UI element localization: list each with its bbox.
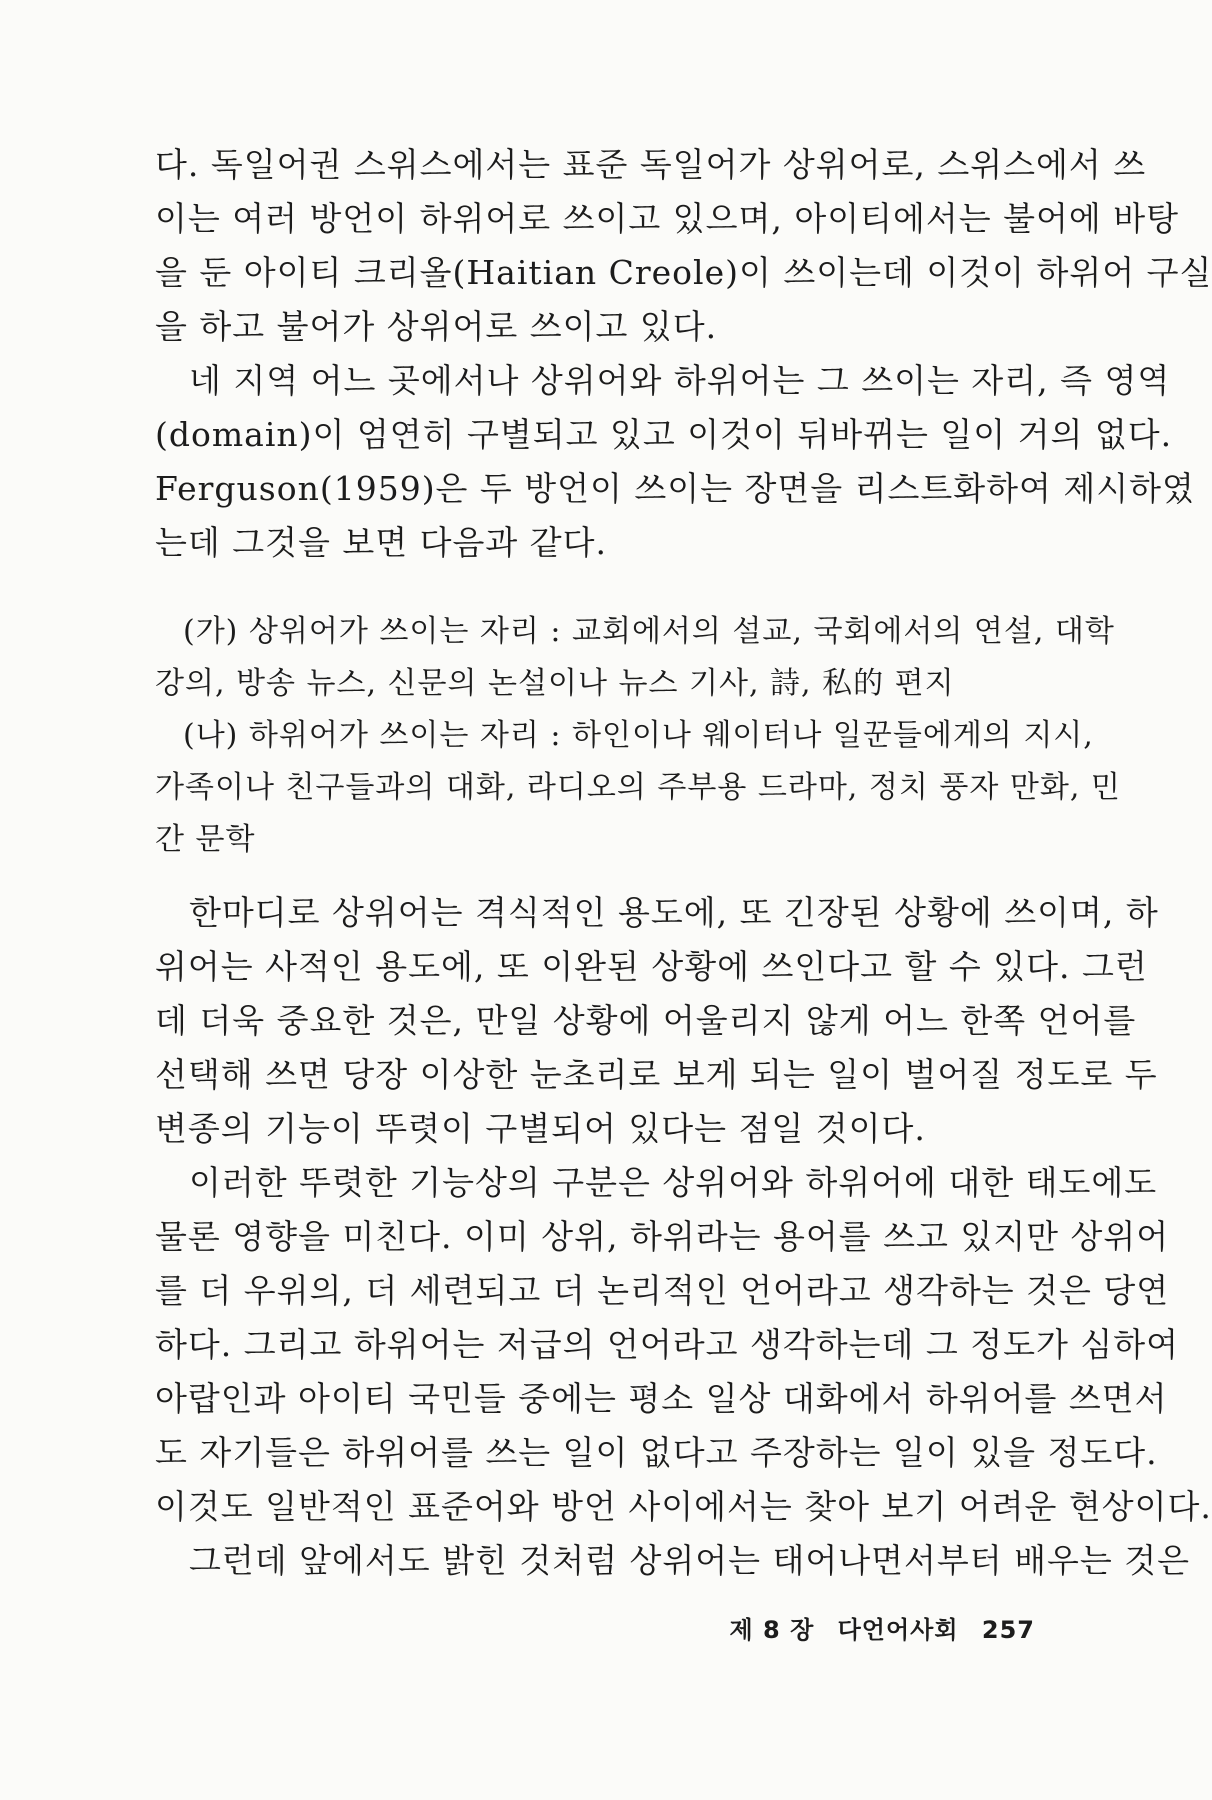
text-line: 이러한 뚜렷한 기능상의 구분은 상위어와 하위어에 대한 태도에도 <box>189 1163 1158 1202</box>
text-line: 선택해 쓰면 당장 이상한 눈초리로 보게 되는 일이 벌어질 정도로 두 <box>155 1055 1158 1094</box>
body-text-bottom <box>155 886 1212 1588</box>
quoted-list <box>155 606 1121 866</box>
text-line: 는데 그것을 보면 다음과 같다. <box>155 523 607 562</box>
text-line: 도 자기들은 하위어를 쓰는 일이 없다고 주장하는 일이 있을 정도다. <box>155 1433 1158 1472</box>
text-line: 을 하고 불어가 상위어로 쓰이고 있다. <box>155 307 718 346</box>
text-line: 네 지역 어느 곳에서나 상위어와 하위어는 그 쓰이는 자리, 즉 영역 <box>189 361 1171 400</box>
chapter-label: 제 8 장 <box>729 1616 815 1644</box>
chapter-title: 다언어사회 <box>837 1616 959 1644</box>
list-item-ga: (가) 상위어가 쓰이는 자리 : 교회에서의 설교, 국회에서의 연설, 대학 <box>183 614 1115 649</box>
list-item-na: (나) 하위어가 쓰이는 자리 : 하인이나 웨이터나 일꾼들에게의 지시, <box>183 718 1094 753</box>
list-item-na-cont: 간 문학 <box>155 822 256 857</box>
text-line: 물론 영향을 미친다. 이미 상위, 하위라는 용어를 쓰고 있지만 상위어 <box>155 1217 1170 1256</box>
text-line: Ferguson(1959)은 두 방언이 쓰이는 장면을 리스트화하여 제시하였 <box>155 469 1195 508</box>
text-line: 데 더욱 중요한 것은, 만일 상황에 어울리지 않게 어느 한쪽 언어를 <box>155 1001 1137 1040</box>
text-line: 다. 독일어권 스위스에서는 표준 독일어가 상위어로, 스위스에서 쓰 <box>155 145 1147 184</box>
text-line: 하다. 그리고 하위어는 저급의 언어라고 생각하는데 그 정도가 심하여 <box>155 1325 1179 1364</box>
page-footer <box>729 1610 1035 1645</box>
page-number: 257 <box>981 1616 1035 1644</box>
text-line: 아랍인과 아이티 국민들 중에는 평소 일상 대화에서 하위어를 쓰면서 <box>155 1379 1168 1418</box>
text-line: 한마디로 상위어는 격식적인 용도에, 또 긴장된 상황에 쓰이며, 하 <box>189 893 1159 932</box>
text-line: 를 더 우위의, 더 세련되고 더 논리적인 언어라고 생각하는 것은 당연 <box>155 1271 1170 1310</box>
text-line: 을 둔 아이티 크리올(Haitian Creole)이 쓰이는데 이것이 하위어 구실 <box>155 253 1212 292</box>
list-item-na-cont: 가족이나 친구들과의 대화, 라디오의 주부용 드라마, 정치 풍자 만화, 민 <box>155 770 1121 805</box>
body-text-top <box>155 138 1212 570</box>
text-line: 변종의 기능이 뚜렷이 구별되어 있다는 점일 것이다. <box>155 1109 926 1148</box>
text-line: (domain)이 엄연히 구별되고 있고 이것이 뒤바뀌는 일이 거의 없다. <box>155 415 1173 454</box>
text-line: 이는 여러 방언이 하위어로 쓰이고 있으며, 아이티에서는 불어에 바탕 <box>155 199 1179 238</box>
text-line: 이것도 일반적인 표준어와 방언 사이에서는 찾아 보기 어려운 현상이다. <box>155 1487 1212 1526</box>
text-line: 그런데 앞에서도 밝힌 것처럼 상위어는 태어나면서부터 배우는 것은 <box>189 1541 1191 1580</box>
text-line: 위어는 사적인 용도에, 또 이완된 상황에 쓰인다고 할 수 있다. 그런 <box>155 947 1148 986</box>
list-item-ga-cont: 강의, 방송 뉴스, 신문의 논설이나 뉴스 기사, 詩, 私的 편지 <box>155 666 955 701</box>
